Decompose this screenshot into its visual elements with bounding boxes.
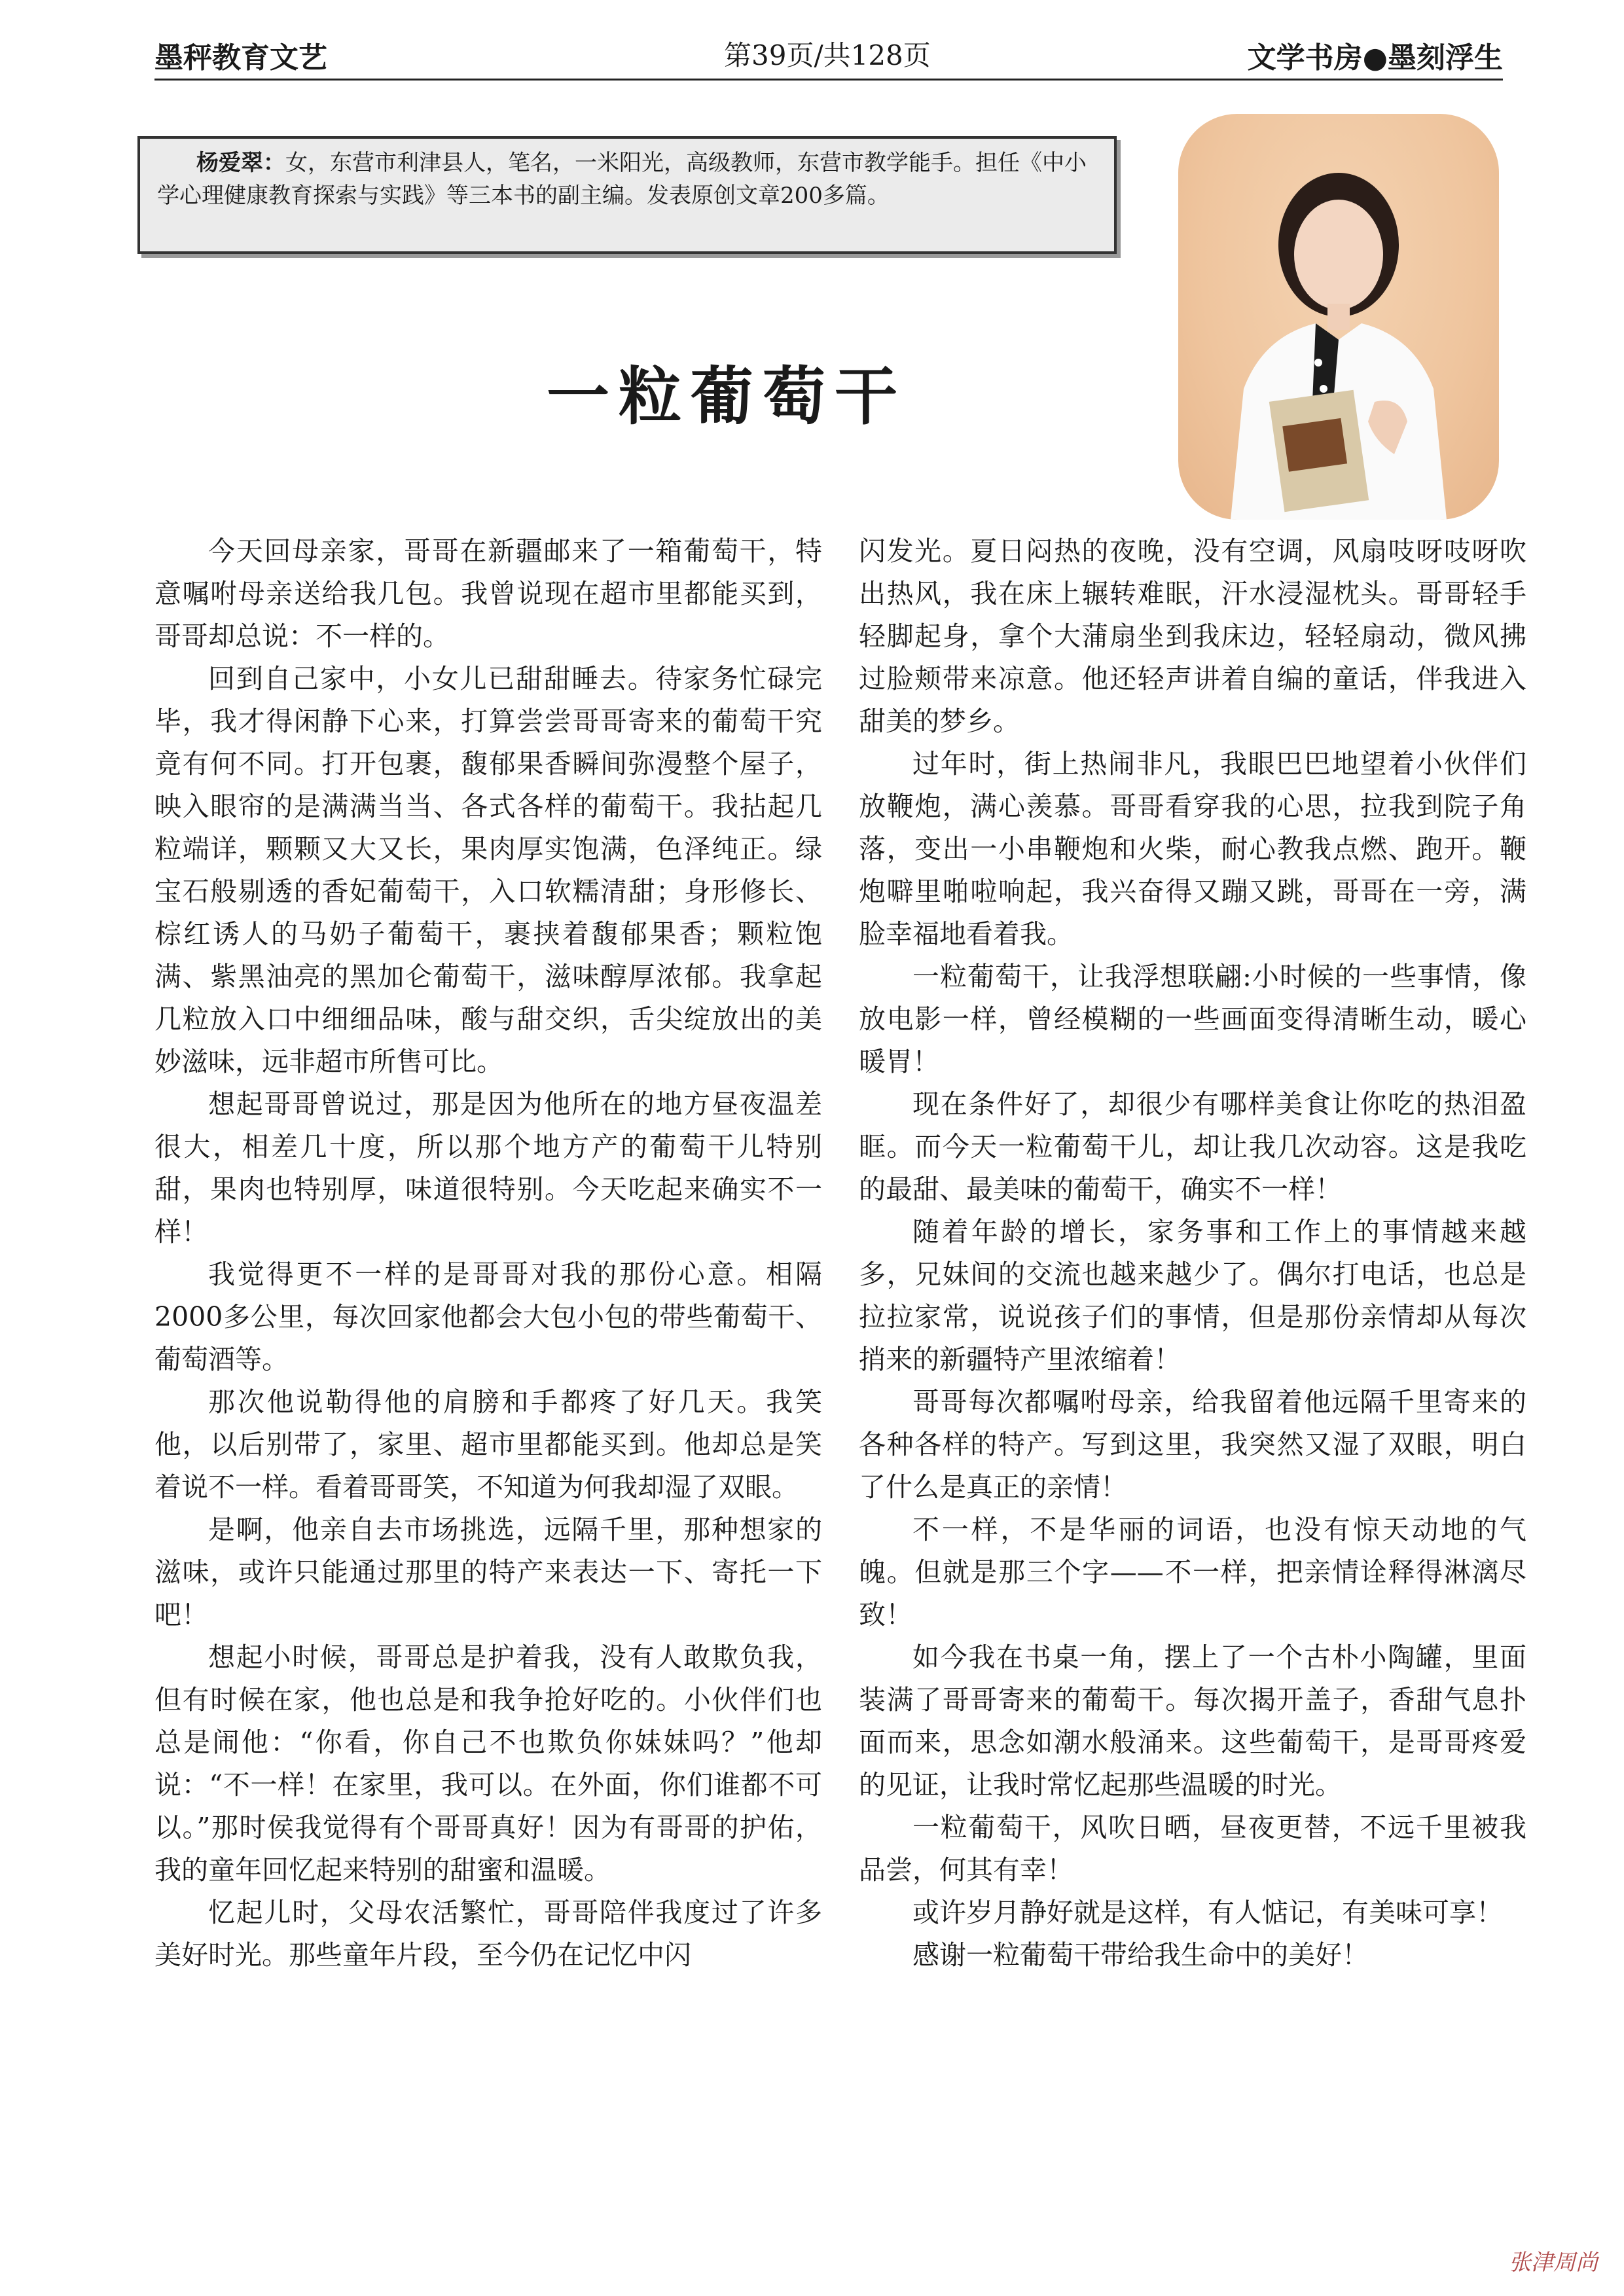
paragraph: 不一样，不是华丽的词语，也没有惊天动地的气魄。但就是那三个字——不一样，把亲情诠释得淋漓尽致！ — [859, 1514, 1526, 1630]
paragraph: 是啊，他亲自去市场挑选，远隔千里，那种想家的滋味，或许只能通过那里的特产来表达一下、寄托一下吧！ — [154, 1514, 822, 1630]
author-name: 杨爱翠： — [196, 150, 285, 176]
author-bio-text: 女，东营市利津县人，笔名，一米阳光，高级教师，东营市教学能手。担任《中小学心理健康教育探索与实践》等三本书的副主编。发表原创文章200多篇。 — [157, 150, 1087, 209]
paragraph: 一粒葡萄干，让我浮想联翩:小时候的一些事情，像放电影一样，曾经模糊的一些画面变得清晰生动，暖心暖胃！ — [859, 961, 1526, 1077]
portrait-illustration — [1178, 114, 1499, 520]
article-title: 一粒葡萄干 — [547, 360, 907, 433]
author-bio-box — [137, 136, 1117, 254]
paragraph: 我觉得更不一样的是哥哥对我的那份心意。相隔2000多公里，每次回家他都会大包小包的带些葡萄干、葡萄酒等。 — [154, 1259, 822, 1375]
paragraph: 那次他说勒得他的肩膀和手都疼了好几天。我笑他，以后别带了，家里、超市里都能买到。他却总是笑着说不一样。看着哥哥笑，不知道为何我却湿了双眼。 — [154, 1386, 822, 1503]
paragraph: 今天回母亲家，哥哥在新疆邮来了一箱葡萄干，特意嘱咐母亲送给我几包。我曾说现在超市里都能买到，哥哥却总说：不一样的。 — [154, 535, 822, 652]
paragraph-continued: 闪发光。夏日闷热的夜晚，没有空调，风扇吱呀吱呀吹出热风，我在床上辗转难眠，汗水浸湿枕头。哥哥轻手轻脚起身，拿个大蒲扇坐到我床边，轻轻扇动，微风拂过脸颊带来凉意。他还轻声讲着自编的童话，伴我进入甜美的梦乡。 — [859, 535, 1526, 737]
article-column-left — [154, 530, 822, 1977]
header-divider — [154, 79, 1503, 81]
paragraph: 感谢一粒葡萄干带给我生命中的美好！ — [912, 1939, 1369, 1971]
watermark: 张津周尚 — [1509, 2250, 1598, 2276]
paragraph: 回到自己家中，小女儿已甜甜睡去。待家务忙碌完毕，我才得闲静下心来，打算尝尝哥哥寄来的葡萄干究竟有何不同。打开包裹，馥郁果香瞬间弥漫整个屋子，映入眼帘的是满满当当、各式各样的葡萄干。我拈起几粒端详，颗颗又大又长，果肉厚实饱满，色泽纯正。绿宝石般剔透的香妃葡萄干，入口软糯清甜；身形修长、棕红诱人的马奶子葡萄干，裹挟着馥郁果香；颗粒饱满、紫黑油亮的黑加仑葡萄干，滋味醇厚浓郁。我拿起几粒放入口中细细品味，酸与甜交织，舌尖绽放出的美妙滋味，远非超市所售可比。 — [154, 663, 822, 1077]
header-section: 文学书房●墨刻浮生 — [1247, 41, 1503, 75]
paragraph: 过年时，街上热闹非凡，我眼巴巴地望着小伙伴们放鞭炮，满心羡慕。哥哥看穿我的心思，拉我到院子角落，变出一小串鞭炮和火柴，耐心教我点燃、跑开。鞭炮噼里啪啦响起，我兴奋得又蹦又跳，哥哥在一旁，满脸幸福地看着我。 — [859, 748, 1526, 950]
paragraph: 一粒葡萄干，风吹日晒，昼夜更替，不远千里被我品尝，何其有幸！ — [859, 1812, 1526, 1886]
paragraph: 想起哥哥曾说过，那是因为他所在的地方昼夜温差很大，相差几十度，所以那个地方产的葡萄干儿特别甜，果肉也特别厚，味道很特别。今天吃起来确实不一样！ — [154, 1088, 822, 1247]
paragraph: 随着年龄的增长，家务事和工作上的事情越来越多，兄妹间的交流也越来越少了。偶尔打电话，也总是拉拉家常，说说孩子们的事情，但是那份亲情却从每次捎来的新疆特产里浓缩着！ — [859, 1216, 1526, 1375]
paragraph: 或许岁月静好就是这样，有人惦记，有美味可享！ — [912, 1897, 1503, 1928]
article-column-right — [859, 530, 1526, 1977]
author-photo — [1178, 114, 1499, 520]
header-publication: 墨秤教育文艺 — [154, 41, 327, 75]
page-header — [154, 0, 1503, 80]
paragraph: 想起小时候，哥哥总是护着我，没有人敢欺负我，但有时候在家，他也总是和我争抢好吃的。小伙伴们也总是闹他：“你看，你自己不也欺负你妹妹吗？”他却说：“不一样！在家里，我可以。在外面，你们谁都不可以。”那时侯我觉得有个哥哥真好！因为有哥哥的护佑，我的童年回忆起来特别的甜蜜和温暖。 — [154, 1641, 822, 1886]
paragraph: 忆起儿时，父母农活繁忙，哥哥陪伴我度过了许多美好时光。那些童年片段，至今仍在记忆中闪 — [154, 1897, 822, 1971]
paragraph: 哥哥每次都嘱咐母亲，给我留着他远隔千里寄来的各种各样的特产。写到这里，我突然又湿了双眼，明白了什么是真正的亲情！ — [859, 1386, 1526, 1503]
paragraph: 如今我在书桌一角，摆上了一个古朴小陶罐，里面装满了哥哥寄来的葡萄干。每次揭开盖子，香甜气息扑面而来，思念如潮水般涌来。这些葡萄干，是哥哥疼爱的见证，让我时常忆起那些温暖的时光。 — [859, 1641, 1526, 1801]
header-page-number: 第39页/共128页 — [724, 39, 931, 71]
paragraph: 现在条件好了，却很少有哪样美食让你吃的热泪盈眶。而今天一粒葡萄干儿，却让我几次动容。这是我吃的最甜、最美味的葡萄干，确实不一样！ — [859, 1088, 1526, 1205]
